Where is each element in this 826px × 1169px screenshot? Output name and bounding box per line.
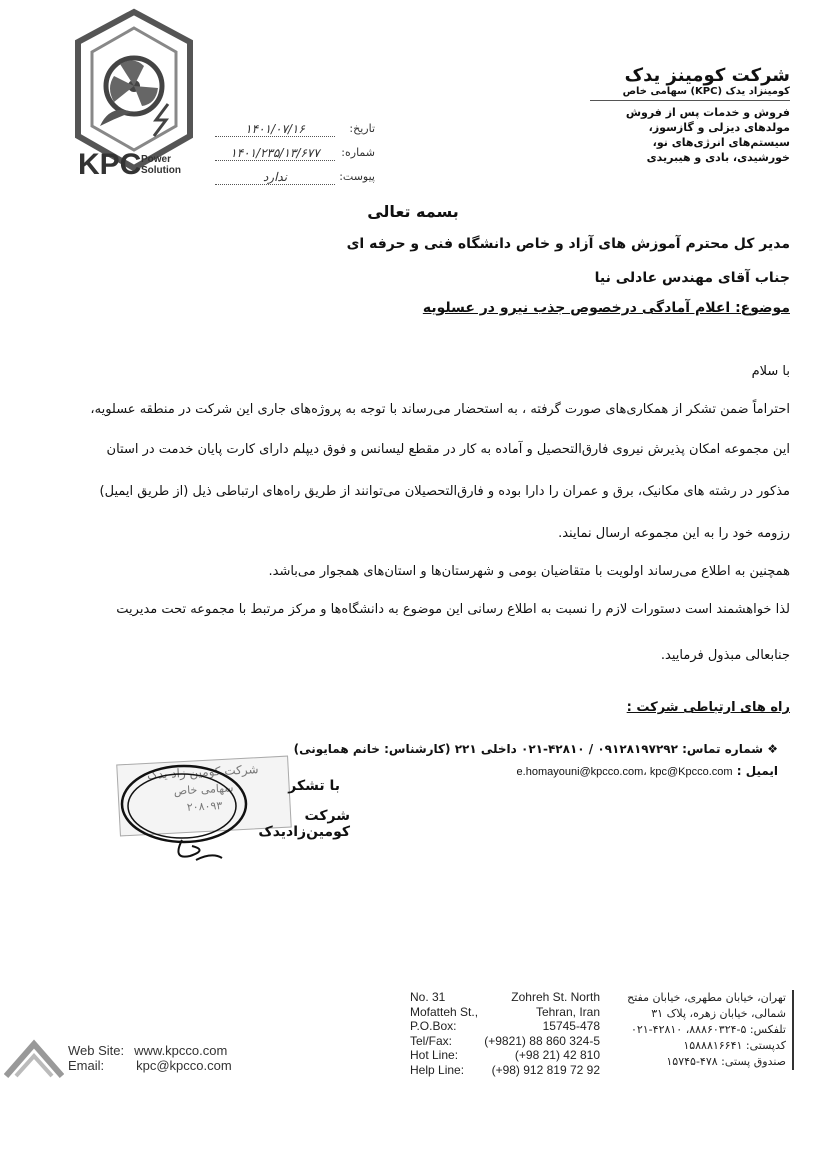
paragraph-3-line: لذا خواهشمند است دستورات لازم را نسبت به اطلاع رسانی این موضوع به دانشگاه‌ها و مرکز مرتبط با مجموعه تحت مدیریت (116, 602, 790, 617)
footer-en-row (410, 990, 600, 1005)
footer-en-label: Tel/Fax: (410, 1033, 453, 1048)
footer-en-value: (+98) 912 819 72 92 (491, 1062, 600, 1077)
paragraph-1-line: مذکور در رشته های مکانیک، برق و عمران را دارا بوده و فارق‌التحصیلان می‌توانند از طریق راه‌های ارتباطی ذیل (از طریق ایمیل) (99, 484, 790, 499)
date-value: ۱۴۰۱/۰۷/۱۶ (215, 122, 335, 137)
footer-fa-line: تهران، خیابان مطهری، خیابان مفتح (627, 991, 786, 1004)
footer-fa-line: کدپستی: ۱۵۸۸۸۱۶۶۴۱ (683, 1039, 786, 1052)
contact-title: راه های ارتباطی شرکت : (626, 700, 790, 715)
footer-email-row (68, 1058, 232, 1073)
footer-en-label: Hot Line: (410, 1048, 459, 1062)
contact-email-label: ایمیل : (736, 764, 778, 778)
footer-fa-line: شمالی، خیابان زهره، پلاک ۳۱ (651, 1007, 786, 1020)
footer-en-value: (+98 21) 42 810 (514, 1048, 600, 1062)
paragraph-1-line: احتراماً ضمن تشکر از همکاری‌های صورت گرفته ، به استحضار می‌رساند با توجه به پروژه‌های جاری این شرکت در منطقه عسلویه، (90, 402, 790, 417)
attachment-field (205, 170, 375, 186)
footer-house-icon (4, 1036, 64, 1078)
logo-tagline-line2: Solution (141, 165, 181, 176)
website-link[interactable]: www.kpcco.com (134, 1043, 228, 1058)
number-field (205, 146, 375, 162)
logo-tagline-line1: Power (141, 154, 172, 165)
subject-line: موضوع: اعلام آمادگی درخصوص جذب نیرو در عسلویه (422, 300, 790, 316)
website-label: Web Site: (68, 1043, 125, 1058)
signatory-name: شرکت کومین‌زادیدک (258, 808, 350, 840)
attachment-value: ندارد (215, 170, 335, 185)
paragraph-3-line: جنابعالی مبذول فرمایید. (660, 648, 790, 663)
contact-phone (294, 742, 778, 756)
logo-kpc-text: KPC (78, 148, 142, 181)
footer-en-value: 15745-478 (542, 1019, 600, 1033)
company-desc-line: سیستم‌های انرژی‌های نو، (652, 136, 790, 149)
recipient-line: مدیر کل محترم آموزش های آزاد و خاص دانشگاه فنی و حرفه ای (346, 236, 790, 252)
company-name: شرکت کومینز یدک (624, 65, 790, 86)
attention-line: جناب آقای مهندس عادلی نیا (594, 270, 790, 286)
attachment-label: پیوست: (339, 170, 375, 183)
paragraph-1-line: رزومه خود را به این مجموعه ارسال نمایند. (558, 526, 790, 541)
company-header (590, 65, 790, 165)
email-link[interactable]: kpc@kpcco.com (136, 1058, 232, 1073)
stamp-line: شرکت کومین زاد یدک (146, 762, 259, 782)
bullet-icon: ❖ (763, 742, 778, 756)
number-label: شماره: (341, 146, 375, 159)
contact-email (517, 764, 778, 778)
company-desc-line: مولدهای دیزلی و گازسوز، (648, 121, 790, 134)
company-desc-line: خورشیدی، بادی و هیبریدی (646, 151, 790, 164)
stamp-line: سهامی خاص (173, 781, 234, 798)
letter-heading: بسمه تعالی (367, 202, 459, 221)
footer-address-en (410, 990, 600, 1077)
footer-en-row (410, 1048, 600, 1063)
paragraph-2: همچنین به اطلاع می‌رساند اولویت با متقاضیان بومی و شهرستان‌ها و استان‌های همجوار می‌باشد. (268, 564, 790, 579)
footer-en-value: Tehran, Iran (535, 1004, 600, 1019)
footer-en-row (410, 1019, 600, 1034)
footer-en-value: Zohreh St. North (511, 990, 600, 1004)
email-label: Email: (68, 1058, 105, 1073)
footer-en-label: P.O.Box: (410, 1019, 457, 1033)
footer-en-row (410, 1005, 600, 1020)
closing-text: با تشکر (288, 778, 340, 794)
number-value: ۱۴۰۱/۲۳۵/۱۳/۶۷۷ (215, 146, 335, 161)
greeting: با سلام (751, 364, 790, 379)
date-label: تاریخ: (349, 122, 375, 135)
stamp-line: ۲۰۸۰۹۳ (186, 799, 223, 814)
footer-en-value: (+9821) 88 860 324-5 (484, 1033, 600, 1048)
contact-email-value: e.homayouni@kpcco.com، kpc@Kpcco.com (516, 766, 733, 778)
footer-en-label: Help Line: (410, 1062, 465, 1077)
footer-web (68, 1043, 232, 1073)
company-desc-line: فروش و خدمات پس از فروش (625, 106, 790, 119)
footer-web-row (68, 1043, 232, 1058)
footer-en-row (410, 1063, 600, 1078)
company-subtitle: کومینزاد یدک (KPC) سهامی خاص (590, 86, 790, 101)
footer-fa-line: تلفکس: ۵-۸۸۸۶۰۳۲۴، ۴۲۸۱۰-۰۲۱ (630, 1023, 786, 1036)
logo-tagline (141, 154, 181, 176)
footer-fa-line: صندوق پستی: ۴۷۸-۱۵۷۴۵ (666, 1055, 786, 1068)
footer-en-row (410, 1034, 600, 1049)
footer-en-label: Mofatteh St., (410, 1004, 479, 1019)
footer-en-label: No. 31 (410, 990, 446, 1004)
company-description (590, 105, 790, 165)
footer-address-fa (606, 990, 794, 1070)
paragraph-1-line: این مجموعه امکان پذیرش نیروی فارق‌التحصیل و آماده به کار در مقطع لیسانس و فوق دیپلم دارای کارت پایان خدمت در استان (106, 442, 790, 457)
date-field (205, 122, 375, 138)
contact-phone-text: شماره تماس: ۰۹۱۲۸۱۹۷۲۹۲ / ۴۲۸۱۰-۰۲۱ داخلی ۲۲۱ (کارشناس: خانم همایونی) (293, 742, 764, 756)
